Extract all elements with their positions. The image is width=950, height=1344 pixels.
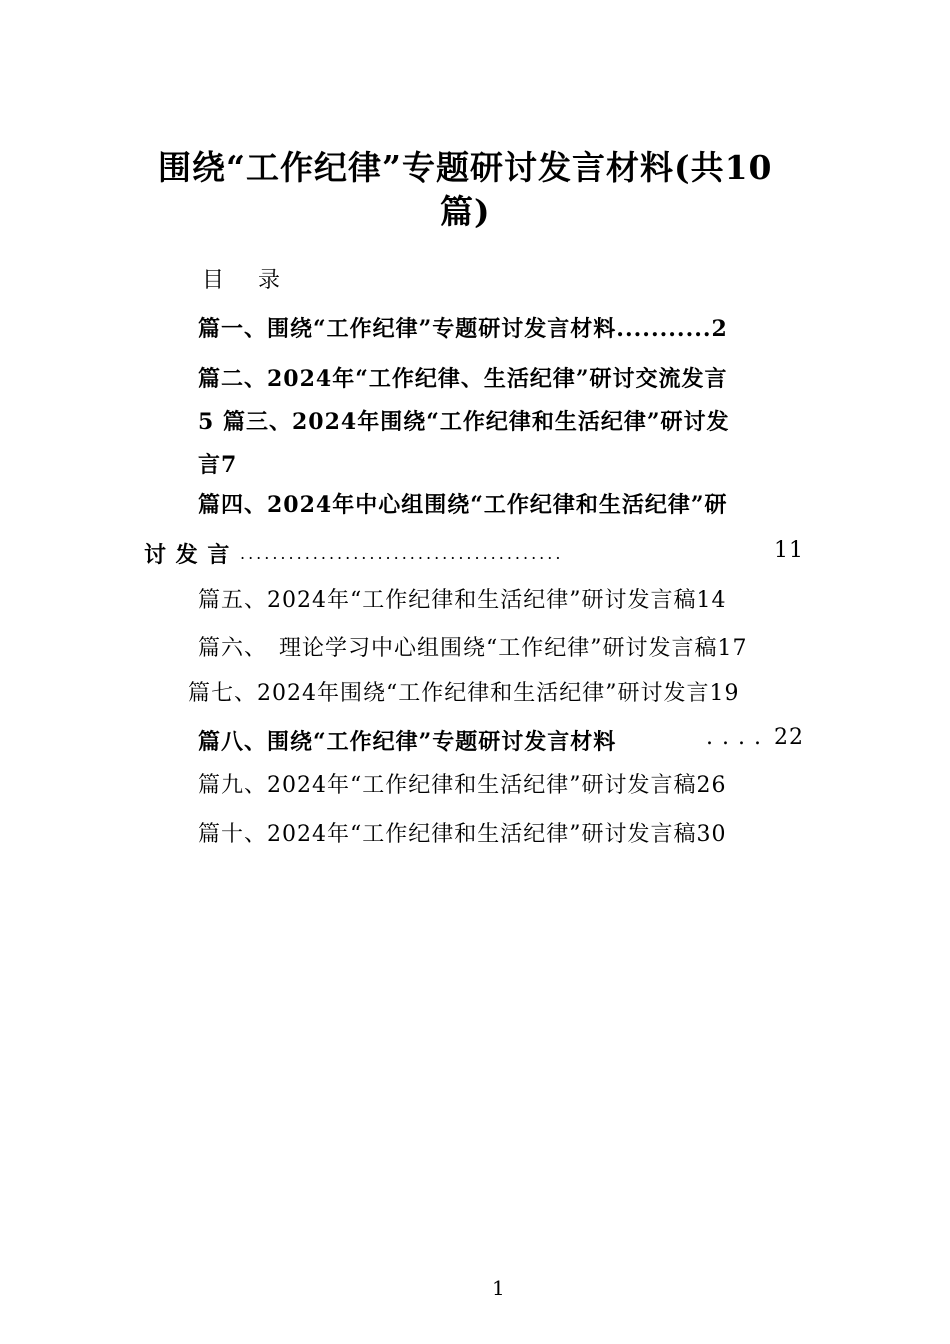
toc-entry-4[interactable]: 篇四、2024年中心组围绕“工作纪律和生活纪律”研 <box>198 492 728 518</box>
document-title-line-1: 围绕“工作纪律”专题研讨发言材料(共10 <box>158 148 773 187</box>
toc-entry-5[interactable]: 篇五、2024年“工作纪律和生活纪律”研讨发言稿14 <box>198 588 727 613</box>
toc-entry-8[interactable]: 篇八、围绕“工作纪律”专题研讨发言材料 <box>198 729 617 755</box>
toc-page-number: 22 <box>774 725 804 750</box>
toc-entry-10[interactable]: 篇十、2024年“工作纪律和生活纪律”研讨发言稿30 <box>198 822 727 847</box>
toc-leader-dots: ........................................ <box>240 544 564 563</box>
toc-entry-9[interactable]: 篇九、2024年“工作纪律和生活纪律”研讨发言稿26 <box>198 773 727 798</box>
toc-heading: 目 录 <box>202 268 287 293</box>
toc-entry-4-cont[interactable]: 讨 发 言 <box>144 542 231 568</box>
page-number: 1 <box>492 1276 505 1300</box>
toc-leader-dots: . . . . <box>706 725 762 750</box>
toc-page-number: 11 <box>774 538 804 563</box>
document-title-line-2: 篇) <box>440 192 491 231</box>
toc-entry-3[interactable]: 5 篇三、2024年围绕“工作纪律和生活纪律”研讨发 <box>198 409 730 435</box>
toc-entry-1[interactable]: 篇一、围绕“工作纪律”专题研讨发言材料...........2 <box>198 316 728 342</box>
toc-entry-6[interactable]: 篇六、 理论学习中心组围绕“工作纪律”研讨发言稿17 <box>198 636 748 661</box>
toc-entry-7[interactable]: 篇七、2024年围绕“工作纪律和生活纪律”研讨发言19 <box>188 681 740 706</box>
toc-entry-3-cont[interactable]: 言7 <box>198 452 238 478</box>
toc-entry-2[interactable]: 篇二、2024年“工作纪律、生活纪律”研讨交流发言 <box>198 366 728 392</box>
